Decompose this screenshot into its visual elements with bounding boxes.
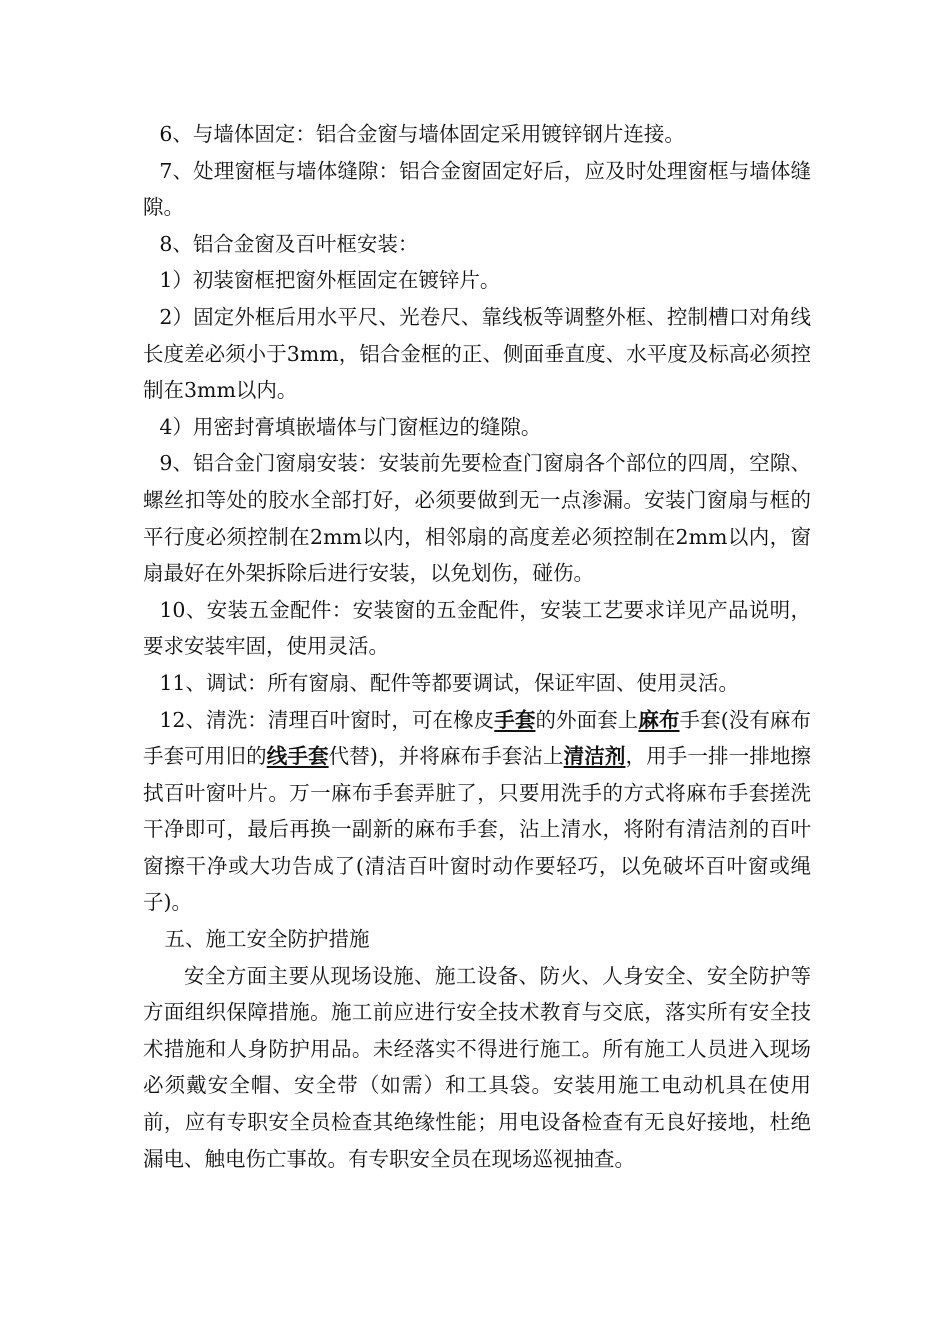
paragraph-subitem-4: 4）用密封膏填嵌墙体与门窗框边的缝隙。: [159, 414, 542, 439]
paragraph-item-10: 10、安装五金配件：安装窗的五金配件，安装工艺要求详见产品说明，要求安装牢固，使用灵活。: [143, 597, 811, 659]
paragraph-item-6: 6、与墙体固定：铝合金窗与墙体固定采用镀锌钢片连接。: [159, 122, 685, 146]
paragraph-safety-body: 安全方面主要从现场设施、施工设备、防火、人身安全、安全防护等方面组织保障措施。施工前应进行安全技术教育与交底，落实所有安全技术措施和人身防护用品。未经落实不得进行施工。所有施工人员进入现场必须戴安全帽、安全带（如需）和工具袋。安装用施工电动机具在使用前，应有专职安全员检查其绝缘性能；用电设备检查有无良好接地，杜绝漏电、触电伤亡事故。有专职安全员在现场巡视抽查。: [143, 963, 811, 1171]
item12-text-3: 手套(没有麻布手套可用旧的: [143, 707, 812, 769]
paragraph-item-12: [143, 702, 811, 922]
paragraph-item-7: 7、处理窗框与墙体缝隙：铝合金窗固定好后，应及时处理窗框与墙体缝隙。: [143, 158, 811, 220]
keyword-cotton-gloves: 线手套: [266, 744, 329, 769]
paragraph-item-11: 11、调试：所有窗扇、配件等都要调试，保证牢固、使用灵活。: [159, 670, 739, 695]
item12-text-5: ，用手一排一排地擦拭百叶窗叶片。万一麻布手套弄脏了，只要用洗手的方式将麻布手套搓洗干净即可，最后再换一副新的麻布手套，沾上清水，将附有清洁剂的百叶窗擦干净或大功告成了(清洁百叶窗时动作要轻巧，以免破坏百叶窗或绳子)。: [143, 744, 811, 915]
section-heading-safety: 五、施工安全防护措施: [164, 927, 370, 952]
item12-text-1: 12、清洗：清理百叶窗时，可在橡皮: [159, 707, 495, 732]
paragraph-subitem-1: 1）初装窗框把窗外框固定在镀锌片。: [159, 268, 501, 293]
keyword-linen: 麻布: [638, 707, 680, 732]
document-page: [143, 116, 811, 1177]
paragraph-item-8: 8、铝合金窗及百叶框安装：: [159, 231, 419, 256]
keyword-gloves: 手套: [494, 707, 536, 732]
paragraph-subitem-2: 2）固定外框后用水平尺、光卷尺、靠线板等调整外框、控制槽口对角线长度差必须小于3mm，铝合金框的正、侧面垂直度、水平度及标高必须控制在3mm以内。: [143, 304, 811, 403]
keyword-detergent: 清洁剂: [563, 744, 626, 769]
paragraph-item-9: 9、铝合金门窗扇安装：安装前先要检查门窗扇各个部位的四周，空隙、螺丝扣等处的胶水全部打好，必须要做到无一点渗漏。安装门窗扇与框的平行度必须控制在2mm以内，相邻扇的高度差必须控制在2mm以内，窗扇最好在外架拆除后进行安装，以免划伤，碰伤。: [143, 451, 811, 586]
item12-text-2: 的外面套上: [535, 707, 639, 732]
item12-text-4: 代替)，并将麻布手套沾上: [328, 744, 564, 769]
